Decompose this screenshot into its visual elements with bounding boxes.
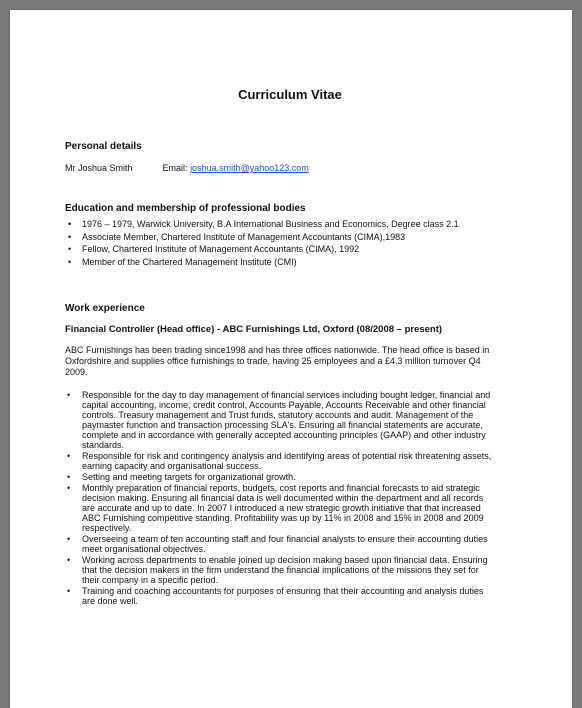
duty-item: • Monthly preparation of financial reports, budgets, cost reports and financial forecasts to aid strategic decision making. Ensuring all financial data is well documented within the department and all records are accurate and up to date. In 2007 I introduced a new strategic growth initiative that that increased ABC Furnishing competitive standing. Profitability was up by 11% in 2008 and 15% in 2008 and 2009 respectively. xyxy=(65,483,495,533)
duty-item: • Responsible for risk and contingency analysis and identifying areas of potential risk threatening assets, earning capacity and organisational success. xyxy=(65,451,495,471)
job-title: Financial Controller (Head office) - ABC Furnishings Ltd, Oxford (08/2008 – present) xyxy=(65,324,443,335)
education-list xyxy=(65,218,459,268)
email-link[interactable]: joshua.smith@yahoo123.com xyxy=(190,163,309,173)
work-experience-heading: Work experience xyxy=(65,303,145,314)
duty-item: • Training and coaching accountants for purposes of ensuring that their accounting and analysis duties are done well. xyxy=(65,586,495,606)
personal-details-line xyxy=(65,163,309,173)
education-item: • Fellow, Chartered Institute of Management Accountants (CIMA), 1992 xyxy=(65,243,459,256)
education-item: • 1976 – 1979, Warwick University, B.A International Business and Economics, Degree class 2.1 xyxy=(65,218,459,231)
duty-item: • Working across departments to enable joined up decision making based upon financial data. Ensuring that the decision makers in the firm understand the financial implications of the missions they set for their company in a specific period. xyxy=(65,555,495,585)
personal-details-heading: Personal details xyxy=(65,141,142,152)
duty-item: • Setting and meeting targets for organizational growth. xyxy=(65,472,495,482)
education-item: • Member of the Chartered Management Institute (CMI) xyxy=(65,256,459,269)
duty-item: • Overseeing a team of ten accounting staff and four financial analysts to ensure their accounting duties meet organisational objectives. xyxy=(65,534,495,554)
person-name: Mr Joshua Smith xyxy=(65,163,133,173)
duties-list xyxy=(65,390,495,607)
education-heading: Education and membership of professional bodies xyxy=(65,203,306,214)
email-label: Email: xyxy=(162,163,188,173)
duty-item: • Responsible for the day to day management of financial services including bought ledger, financial and capital accounting, income, credit control, Accounts Payable, Accounts Receivable and other financial controls. Treasury management and Trust funds, statutory accounts and audit. Management of the paymaster function and transaction processing SLA's. Ensuring all financial statements are accurate, complete and in accordance with generally accepted accounting principles (GAAP) and other industry standards. xyxy=(65,390,495,450)
education-item: • Associate Member, Chartered Institute of Management Accountants (CIMA),1983 xyxy=(65,231,459,244)
company-description: ABC Furnishings has been trading since1998 and has three offices nationwide. The head office is based in Oxfordshire and supplies office furnishings to trade, having 25 employees and a £4.3 million turnover Q4 2009. xyxy=(65,345,490,377)
document-page xyxy=(10,10,572,708)
document-title: Curriculum Vitae xyxy=(238,87,342,102)
